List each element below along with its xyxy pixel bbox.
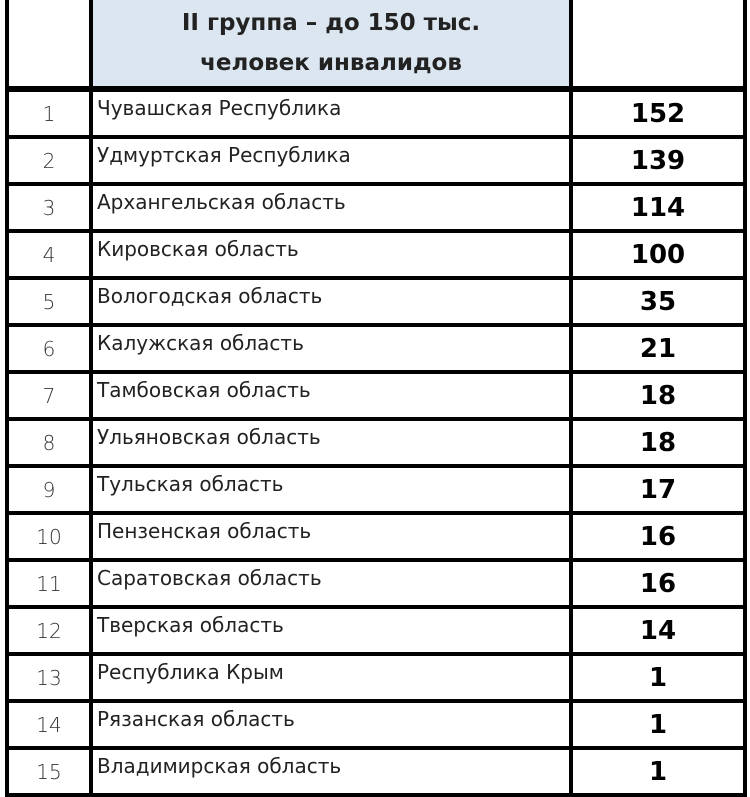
row-number: 1	[7, 89, 91, 137]
region-name: Кировская область	[91, 231, 571, 278]
region-name: Тамбовская область	[91, 372, 571, 419]
table-row	[7, 231, 745, 278]
region-name: Вологодская область	[91, 278, 571, 325]
row-number: 8	[7, 419, 91, 466]
regions-table	[5, 0, 747, 797]
region-name: Владимирская область	[91, 748, 571, 795]
table-row	[7, 184, 745, 231]
region-name: Чувашская Республика	[91, 89, 571, 137]
region-value: 35	[571, 278, 745, 325]
row-number: 2	[7, 137, 91, 184]
row-number: 14	[7, 701, 91, 748]
region-value: 14	[571, 607, 745, 654]
region-value: 18	[571, 419, 745, 466]
table-row	[7, 372, 745, 419]
header-value-cell	[571, 0, 745, 89]
region-name: Саратовская область	[91, 560, 571, 607]
region-value: 139	[571, 137, 745, 184]
region-name: Архангельская область	[91, 184, 571, 231]
table-row	[7, 560, 745, 607]
row-number: 15	[7, 748, 91, 795]
region-name: Республика Крым	[91, 654, 571, 701]
region-name: Тульская область	[91, 466, 571, 513]
header-row	[7, 0, 745, 89]
table-row	[7, 325, 745, 372]
table-row	[7, 654, 745, 701]
table-row	[7, 466, 745, 513]
row-number: 5	[7, 278, 91, 325]
table-row	[7, 701, 745, 748]
row-number: 10	[7, 513, 91, 560]
region-value: 18	[571, 372, 745, 419]
region-value: 114	[571, 184, 745, 231]
region-value: 1	[571, 654, 745, 701]
region-value: 16	[571, 560, 745, 607]
row-number: 12	[7, 607, 91, 654]
table-row	[7, 748, 745, 795]
table-row	[7, 137, 745, 184]
region-name: Ульяновская область	[91, 419, 571, 466]
header-title-line2: человек инвалидов	[200, 50, 462, 76]
row-number: 11	[7, 560, 91, 607]
region-value: 21	[571, 325, 745, 372]
row-number: 13	[7, 654, 91, 701]
table-row	[7, 607, 745, 654]
header-number-cell	[7, 0, 91, 89]
region-value: 17	[571, 466, 745, 513]
table-row	[7, 513, 745, 560]
region-name: Пензенская область	[91, 513, 571, 560]
region-value: 16	[571, 513, 745, 560]
row-number: 4	[7, 231, 91, 278]
region-value: 1	[571, 701, 745, 748]
row-number: 6	[7, 325, 91, 372]
row-number: 9	[7, 466, 91, 513]
region-value: 152	[571, 89, 745, 137]
region-value: 1	[571, 748, 745, 795]
region-name: Калужская область	[91, 325, 571, 372]
region-name: Удмуртская Республика	[91, 137, 571, 184]
header-title-line1: II группа – до 150 тыс.	[181, 10, 481, 36]
table-row	[7, 278, 745, 325]
region-name: Рязанская область	[91, 701, 571, 748]
region-value: 100	[571, 231, 745, 278]
table-row	[7, 89, 745, 137]
header-title-cell	[91, 0, 571, 89]
table-row	[7, 419, 745, 466]
row-number: 7	[7, 372, 91, 419]
row-number: 3	[7, 184, 91, 231]
region-name: Тверская область	[91, 607, 571, 654]
